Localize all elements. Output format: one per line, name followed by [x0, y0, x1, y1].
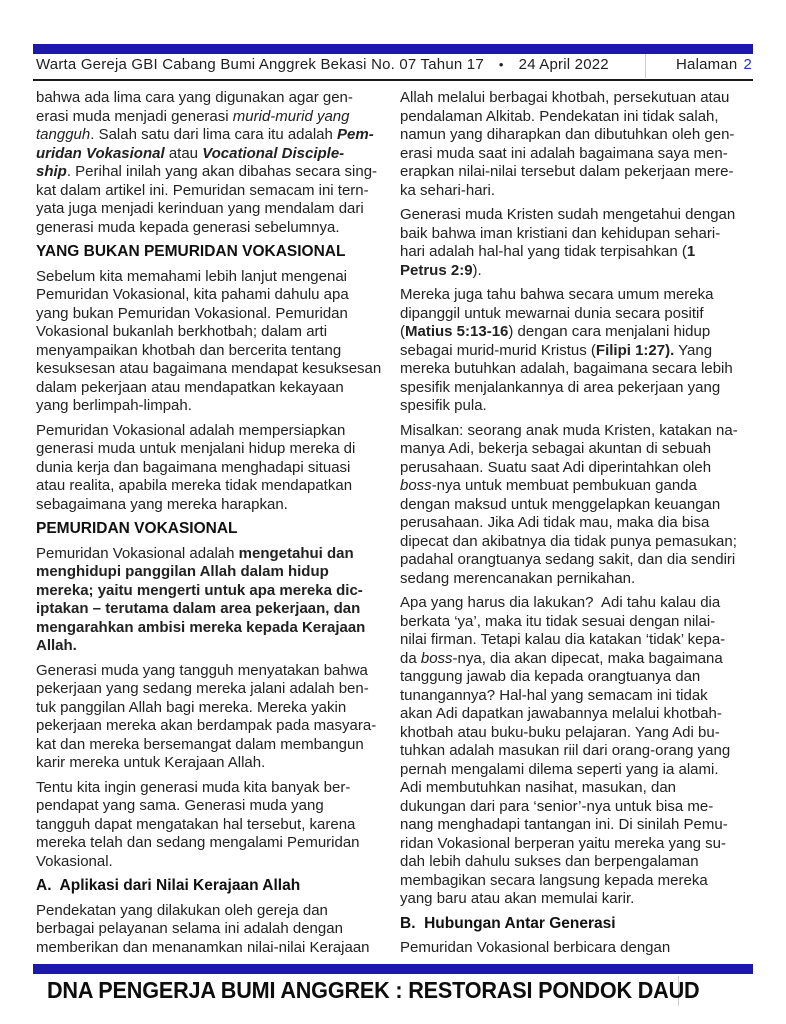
paragraph [36, 902, 390, 958]
paragraph [36, 89, 390, 237]
text-line: Mereka juga tahu bahwa secara umum mereka [400, 286, 714, 303]
text-line: ridan Vokasional berperan yaitu mereka yang su- [400, 834, 727, 852]
text-line: perusahaan. Suatu saat Adi diperintahkan oleh [400, 458, 712, 476]
text-line: dah lebih dahulu sukses dan berpengalaman [400, 853, 699, 870]
text-line: PEMURIDAN VOKASIONAL [36, 520, 238, 537]
text-line: sedang merencanakan pernikahan. [400, 569, 636, 587]
text-line: sebagai murid-murid Kristus (Filipi 1:27). Yang [400, 341, 713, 359]
text-line: erapkan nilai-nilai tersebut dalam pekerjaan mere- [400, 163, 734, 180]
text-line: tangguh dapat mengatakan hal tersebut, karena [36, 815, 356, 833]
text-line: Pemuridan Vokasional adalah mempersiapkan [36, 421, 346, 439]
text-line: pendalaman Alkitab. Pendekatan ini tidak salah, [400, 107, 719, 125]
page-number-block [676, 56, 752, 73]
text-line: tuhkan adalah masukan riil dari orang-orang yang [400, 742, 731, 759]
article-column-right [400, 89, 754, 964]
article-column-left [36, 89, 390, 964]
text-line: sebagaimana yang mereka harapkan. [36, 495, 288, 513]
paragraph [400, 89, 754, 200]
paragraph [400, 939, 754, 958]
text-line: tanggung jawab dia kepada orangtuanya dan [400, 668, 701, 685]
masthead-title: Warta Gereja GBI Cabang Bumi Anggrek Bekasi No. 07 Tahun 17 [36, 56, 484, 73]
text-line: Tentu kita ingin generasi muda kita banyak ber- [36, 778, 351, 796]
text-line: kat dan mereka bersemangat dalam membangun [36, 735, 364, 753]
header-rule [33, 79, 753, 81]
text-line: padahal orangtuanya sedang sakit, dan dia sendiri [400, 551, 736, 568]
text-line: nang menghadapi tantangan ini. Di sinilah Pemu- [400, 816, 728, 833]
text-line: pekerjaan mereka akan berdampak pada masyara- [36, 717, 377, 734]
text-line: khotbah atau buku-buku pelajaran. Yang Adi bu- [400, 723, 720, 741]
text-line: menghidupi panggilan Allah dalam hidup [36, 563, 329, 580]
text-line: tangguh. Salah satu dari lima cara itu adalah Pem- [36, 126, 374, 143]
header-cell-divider [645, 54, 646, 78]
text-line: yang bukan Pemuridan Vokasional. Pemuridan [36, 304, 348, 322]
text-line: kesuksesan atau bagaimana mendapat kesuksesan [36, 360, 382, 377]
paragraph [400, 206, 754, 280]
paragraph [36, 422, 390, 515]
page-number: 2 [743, 56, 752, 73]
text-line: yang baru atau akan memulai karir. [400, 890, 635, 907]
top-accent-bar [33, 44, 753, 54]
text-line: iptakan – terutama dalam area pekerjaan, dan [36, 600, 361, 617]
paragraph [400, 422, 754, 589]
text-line: Generasi muda yang tangguh menyatakan bahwa [36, 661, 368, 679]
text-line: da boss-nya, dia akan dipecat, maka bagaimana [400, 649, 723, 667]
text-line: perusahaan. Jika Adi tidak mau, maka dia bisa [400, 514, 710, 531]
text-line: pendapat yang sama. Generasi muda yang [36, 797, 324, 814]
text-line: uridan Vokasional atau Vocational Disciple- [36, 144, 345, 162]
heading [400, 915, 754, 934]
text-line: kat dalam artikel ini. Pemuridan semacam ini tern- [36, 181, 369, 199]
text-line: baik bahwa iman kristiani dan kehidupan sehari- [400, 224, 721, 242]
footer-banner: DNA PENGERJA BUMI ANGGREK : RESTORASI PONDOK DAUD [47, 977, 700, 1003]
text-line: Pemuridan Vokasional adalah mengetahui dan [36, 544, 354, 562]
text-line: Vokasional. [36, 852, 113, 870]
text-line: karir mereka untuk Kerajaan Allah. [36, 754, 266, 771]
text-line: pernah mengalami dilema seperti yang ia alami. [400, 760, 719, 778]
text-line: Pendekatan yang dilakukan oleh gereja dan [36, 901, 328, 919]
text-line: dipanggil untuk mewarnai dunia secara positif [400, 304, 704, 322]
text-line: Vokasional bukanlah berkhotbah; dalam arti [36, 323, 328, 340]
text-line: YANG BUKAN PEMURIDAN VOKASIONAL [36, 243, 346, 260]
text-line: Allah. [36, 637, 77, 654]
text-line: ship. Perihal inilah yang akan dibahas secara sing- [36, 163, 378, 180]
text-line: spesifik menjalankannya di area pekerjaan yang [400, 378, 721, 396]
text-line: berkata ‘ya’, maka itu tidak sesuai dengan nilai- [400, 612, 716, 630]
text-line: bahwa ada lima cara yang digunakan agar gen- [36, 89, 353, 106]
text-line: berbagai pelayanan selama ini adalah dengan [36, 920, 343, 937]
text-line: boss-nya untuk membuat pembukuan ganda [400, 477, 697, 494]
text-line: memberikan dan menanamkan nilai-nilai Kerajaan [36, 938, 370, 956]
text-line: spesifik pula. [400, 397, 487, 414]
text-line: Apa yang harus dia lakukan? Adi tahu kalau dia [400, 594, 721, 611]
text-line: mereka telah dan sedang mengalami Pemuridan [36, 834, 360, 851]
text-line: generasi muda kepada generasi sebelumnya. [36, 218, 340, 236]
issue-date: 24 April 2022 [518, 56, 609, 73]
text-line: yata juga menjadi kerinduan yang mendalam dari [36, 200, 364, 217]
text-line: hari adalah hal-hal yang tidak terpisahkan (1 [400, 243, 696, 260]
text-line: (Matius 5:13-16) dengan cara menjalani hidup [400, 323, 711, 340]
text-line: Allah melalui berbagai khotbah, persekutuan atau [400, 89, 730, 106]
text-line: Pemuridan Vokasional, kita pahami dahulu apa [36, 286, 349, 303]
text-line: manya Adi, bekerja sebagai akuntan di sebuah [400, 440, 712, 457]
text-line: menyampaikan khotbah dan bercerita tentang [36, 341, 342, 359]
text-line: nilai firman. Tetapi kalau dia katakan ‘tidak’ kepa- [400, 631, 726, 648]
text-line: yang berlimpah-limpah. [36, 397, 192, 414]
text-line: Misalkan: seorang anak muda Kristen, katakan na- [400, 421, 738, 439]
page-number-label: Halaman [676, 56, 738, 73]
paragraph [36, 662, 390, 773]
text-line: Adi membutuhkan nasihat, masukan, dan [400, 779, 676, 796]
text-line: Petrus 2:9). [400, 261, 482, 279]
text-line: membagikan secara langsung kepada mereka [400, 871, 708, 889]
text-line: atau realita, apabila mereka tidak mendapatkan [36, 477, 353, 494]
text-line: pekerjaan yang sedang mereka jalani adalah ben- [36, 680, 369, 697]
text-line: mereka; yaitu mengerti untuk apa mereka dic- [36, 581, 363, 599]
text-line: dalam pekerjaan atau mendapatkan kekayaan [36, 378, 344, 396]
text-line: A. Aplikasi dari Nilai Kerajaan Allah [36, 877, 301, 894]
heading [36, 520, 390, 539]
text-line: tuk panggilan Allah bagi mereka. Mereka yakin [36, 698, 347, 716]
paragraph [400, 594, 754, 909]
text-line: erasi muda menjadi generasi murid-murid yang [36, 107, 350, 125]
text-line: dipecat dan akibatnya dia tidak punya pemasukan; [400, 532, 737, 550]
paragraph [400, 286, 754, 416]
text-line: Sebelum kita memahami lebih lanjut mengenai [36, 267, 348, 285]
masthead [36, 56, 609, 73]
text-line: namun yang diharapkan dan dibutuhkan oleh gen- [400, 126, 735, 143]
article-body [36, 89, 754, 964]
text-line: mereka butuhkan adalah, bagaimana secara lebih [400, 360, 733, 377]
text-line: akan Adi dapatkan jawabannya melalui khotbah- [400, 705, 722, 722]
heading [36, 243, 390, 262]
text-line: B. Hubungan Antar Generasi [400, 914, 616, 932]
text-line: dukungan dari para ‘senior’-nya untuk bisa me- [400, 797, 714, 815]
bottom-accent-bar [33, 964, 753, 974]
text-line: Generasi muda Kristen sudah mengetahui dengan [400, 206, 736, 223]
bullet-separator: • [498, 57, 504, 72]
paragraph [36, 268, 390, 416]
text-line: dunia kerja dan bagaimana menghadapi situasi [36, 458, 351, 476]
text-line: Pemuridan Vokasional berbicara dengan [400, 939, 671, 956]
heading [36, 877, 390, 896]
text-line: generasi muda untuk menjalani hidup mereka di [36, 440, 356, 457]
text-line: dengan maksud untuk menggelapkan keuangan [400, 495, 721, 513]
text-line: erasi muda saat ini adalah bagaimana saya men- [400, 144, 728, 162]
text-line: mengarahkan ambisi mereka kepada Kerajaan [36, 618, 366, 636]
text-line: tunangannya? Hal-hal yang semacam ini tidak [400, 686, 708, 704]
text-line: ka sehari-hari. [400, 181, 496, 199]
paragraph [36, 545, 390, 656]
paragraph [36, 779, 390, 872]
